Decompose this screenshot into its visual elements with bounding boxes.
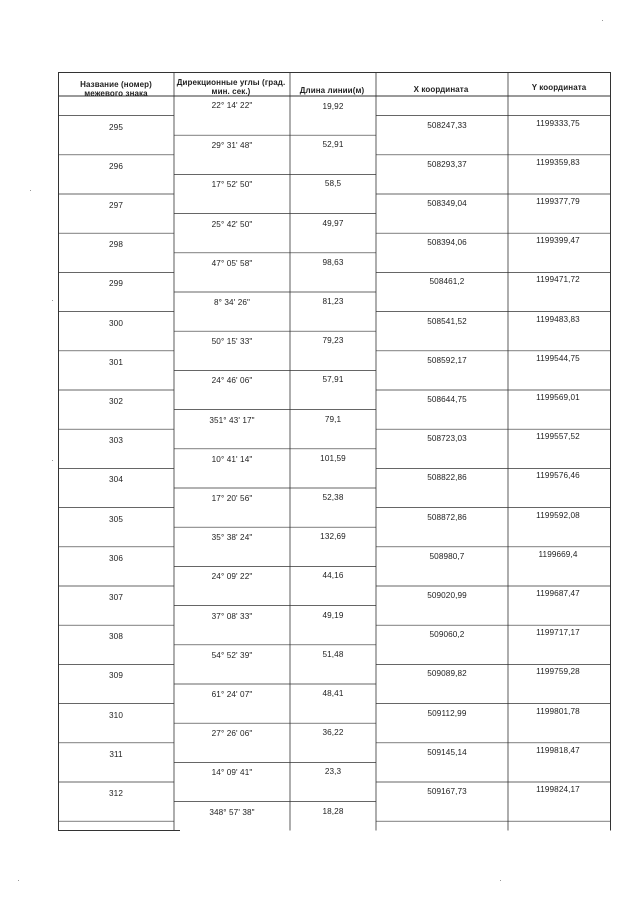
x-coordinate: 508541,52 (427, 316, 467, 326)
segment-length: 52,91 (322, 140, 344, 150)
y-coordinate: 1199333,75 (536, 118, 580, 128)
point-name: 307 (109, 593, 123, 602)
x-coordinate: 508723,03 (427, 434, 467, 444)
y-coordinate: 1199717,17 (536, 628, 580, 638)
segment-length: 51,48 (322, 649, 344, 659)
segment-angle: 17° 52' 50" (211, 180, 253, 190)
x-coordinate: 509020,99 (427, 591, 467, 600)
segment-length: 49,19 (322, 610, 344, 620)
y-coordinate: 1199557,52 (536, 432, 580, 442)
segment-length: 57,91 (322, 375, 344, 385)
segment-length: 18,28 (322, 806, 344, 816)
coordinate-table (58, 72, 611, 831)
segment-length: 19,92 (322, 102, 344, 111)
x-coordinate: 508247,33 (427, 120, 467, 130)
segment-length: 48,41 (322, 689, 344, 698)
y-coordinate: 1199818,47 (536, 745, 580, 755)
point-name: 304 (109, 475, 123, 485)
point-name: 298 (109, 240, 123, 250)
y-coordinate: 1199759,28 (536, 667, 580, 677)
point-name: 305 (109, 514, 123, 524)
x-coordinate: 508980,7 (429, 551, 465, 561)
header-name: Название (номер) межевого знака (80, 80, 152, 98)
segment-length: 58,5 (324, 179, 342, 189)
y-coordinate: 1199569,01 (536, 393, 580, 402)
y-coordinate: 1199483,83 (536, 314, 580, 324)
segment-length: 49,97 (322, 218, 344, 228)
point-name: 302 (109, 397, 123, 406)
segment-length: 52,38 (322, 493, 344, 502)
y-coordinate: 1199359,83 (536, 157, 580, 167)
segment-angle: 29° 31' 48" (211, 141, 253, 151)
segment-angle: 24° 09' 22" (211, 572, 253, 582)
segment-angle: 348° 57' 38" (209, 807, 255, 817)
point-name: 306 (109, 553, 123, 563)
segment-length: 81,23 (322, 297, 344, 306)
x-coordinate: 508644,75 (427, 395, 467, 404)
segment-angle: 27° 26' 06" (211, 729, 253, 739)
segment-length: 132,69 (320, 532, 346, 542)
segment-length: 101,59 (320, 453, 346, 463)
segment-angle: 22° 14' 22" (211, 101, 253, 110)
segment-angle: 8° 34' 26" (213, 298, 251, 307)
segment-angle: 10° 41' 14" (211, 454, 253, 464)
segment-angle: 35° 38' 24" (211, 533, 253, 543)
header-angle: Дирекционные углы (град. мин. сек.) (176, 78, 286, 96)
segment-angle: 54° 52' 39" (211, 650, 253, 660)
y-coordinate: 1199824,17 (536, 785, 580, 794)
header-x: X координата (413, 85, 469, 94)
x-coordinate: 508461,2 (429, 277, 465, 287)
x-coordinate: 508349,04 (427, 199, 467, 208)
segment-angle: 47° 05' 58" (211, 258, 253, 268)
segment-angle: 50° 15' 33" (211, 337, 253, 347)
x-coordinate: 508293,37 (427, 159, 467, 169)
x-coordinate: 509060,2 (429, 630, 465, 640)
y-coordinate: 1199377,79 (536, 197, 580, 206)
segment-angle: 17° 20' 56" (211, 494, 253, 503)
segment-length: 79,1 (324, 414, 342, 424)
point-name: 299 (109, 279, 123, 289)
x-coordinate: 509112,99 (427, 708, 467, 718)
x-coordinate: 508592,17 (427, 355, 467, 365)
x-coordinate: 508872,86 (427, 512, 467, 522)
y-coordinate: 1199576,46 (536, 471, 580, 481)
point-name: 301 (109, 357, 123, 367)
header-y: Y координата (531, 83, 587, 92)
point-name: 309 (109, 671, 123, 681)
y-coordinate: 1199544,75 (536, 353, 580, 363)
segment-length: 79,23 (322, 336, 344, 346)
y-coordinate: 1199801,78 (536, 706, 580, 716)
y-coordinate: 1199592,08 (536, 510, 580, 520)
segment-angle: 24° 46' 06" (211, 376, 253, 386)
segment-angle: 351° 43' 17" (209, 415, 255, 425)
segment-length: 36,22 (322, 728, 344, 738)
point-name: 295 (109, 122, 123, 132)
segment-angle: 61° 24' 07" (211, 690, 253, 699)
y-coordinate: 1199687,47 (536, 589, 580, 598)
y-coordinate: 1199669,4 (538, 549, 578, 559)
point-name: 312 (109, 789, 123, 798)
x-coordinate: 509089,82 (427, 669, 467, 679)
segment-length: 23,3 (324, 767, 342, 777)
x-coordinate: 508394,06 (427, 238, 467, 248)
segment-length: 98,63 (322, 257, 344, 267)
point-name: 300 (109, 318, 123, 328)
point-name: 310 (109, 710, 123, 720)
point-name: 303 (109, 436, 123, 446)
x-coordinate: 508822,86 (427, 473, 467, 483)
point-name: 311 (109, 749, 123, 759)
segment-length: 44,16 (322, 571, 344, 581)
segment-angle: 14° 09' 41" (211, 768, 253, 778)
point-name: 296 (109, 161, 123, 171)
segment-angle: 37° 08' 33" (211, 611, 253, 621)
x-coordinate: 509167,73 (427, 787, 467, 796)
x-coordinate: 509145,14 (427, 747, 467, 757)
segment-angle: 25° 42' 50" (211, 219, 253, 229)
y-coordinate: 1199471,72 (536, 275, 580, 285)
point-name: 297 (109, 201, 123, 210)
point-name: 308 (109, 632, 123, 642)
header-length: Длина линии(м) (299, 86, 365, 95)
y-coordinate: 1199399,47 (536, 236, 580, 246)
